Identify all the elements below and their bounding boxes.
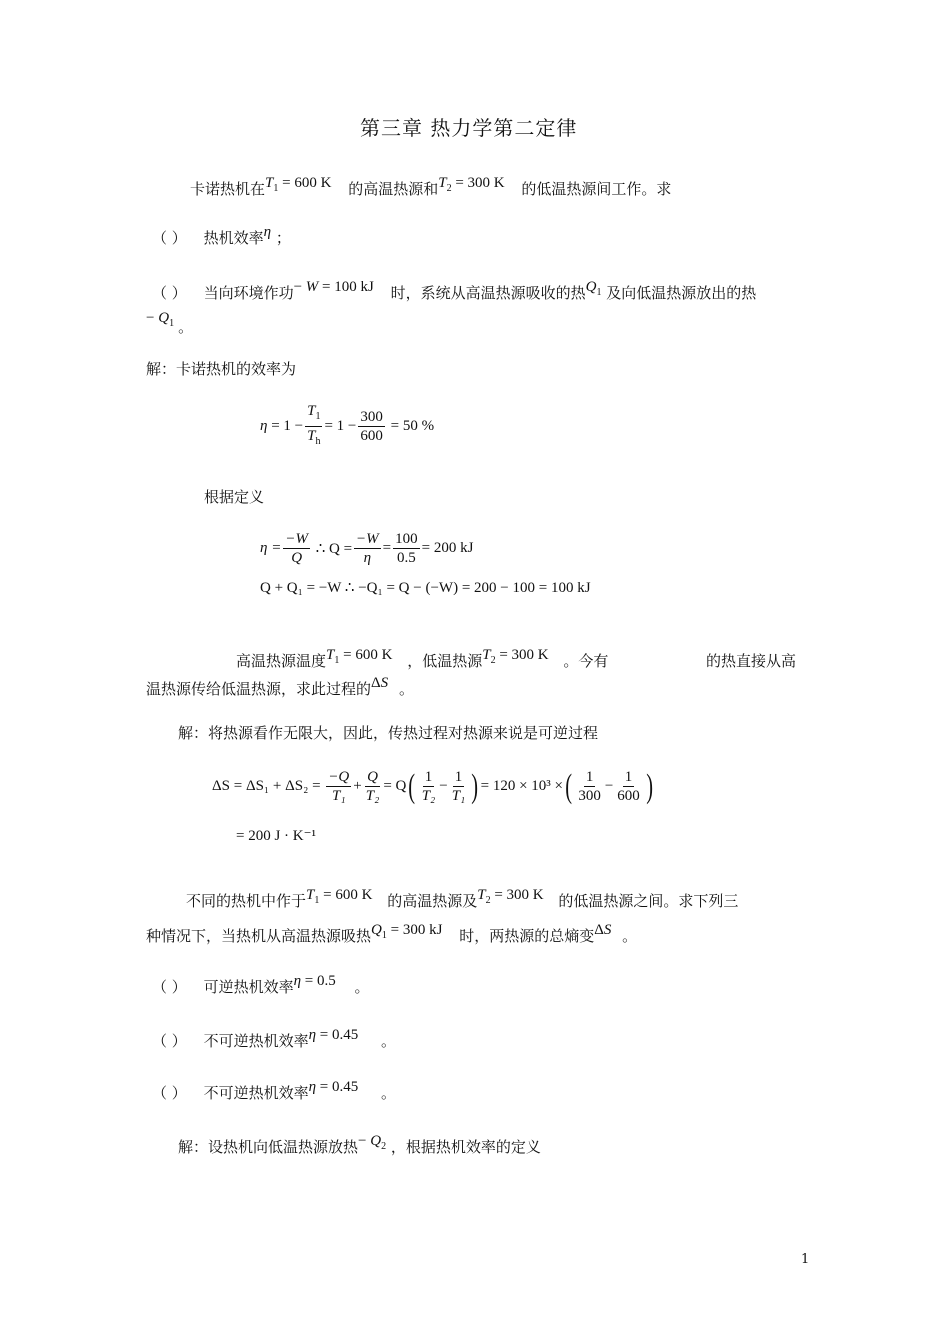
problem-2-line-1-end: 的热直接从高 — [706, 652, 797, 670]
case-1: （ ） 可逆热机效率η = 0.5 。 — [152, 973, 370, 996]
problem-3-line-2: 种情况下，当热机从高温热源吸热$Q_1 = 300$ kJ 时，两热源的总熵变ΔS 。 — [146, 922, 638, 945]
efficiency-equation: η = 1 − $\frac{T_1}{T_h}$ = 1 − $\frac{300}{600}$ = 50 % — [260, 403, 435, 447]
case-2: （ ） 不可逆热机效率η = 0.45 。 — [152, 1027, 397, 1050]
definition-label: 根据定义 — [204, 488, 265, 506]
question-1: （ ） 热机效率η ； — [152, 224, 291, 247]
problem-1-intro: 卡诺热机在$T_1 = 600$ K 的高温热源和$T_2 = 300$ K 的低温热源间工作。求 — [190, 175, 672, 198]
solution-3-intro: 解：设热机向低温热源放热− $Q_2$ ，根据热机效率的定义 — [178, 1133, 541, 1156]
page-title: 第三章 热力学第二定律 — [360, 116, 578, 140]
work-heat-equation: η = $\frac{-W}{Q}$ ∴ Q = $\frac{-W}{\eta}$ = $\frac{100}{0.5}$ = 200 kJ — [260, 531, 474, 566]
case-3: （ ） 不可逆热机效率η = 0.45 。 — [152, 1079, 397, 1102]
heat-balance-equation: Q + Q₁ = −W ∴ −Q₁ = Q − (−W) = 200 − 100 = 100 kJ — [260, 580, 591, 596]
page-number: 1 — [801, 1252, 810, 1267]
problem-2-line-1: 高温热源温度$T_1 = 600$ K ，低温热源$T_2 = 300$ K 。今有 — [236, 647, 609, 670]
entropy-equation: ΔS = ΔS₁ + ΔS₂ = $\frac{-Q}{\text{T₁}}$ + $\frac{Q}{\text{T₂}}$ = Q ( $\frac{1}{\text{T₂}}$ − $\frac{1}{\text{T₁}}$ ) = 120 × 10³ × ( $\frac{1}{300}$ − $\frac{1}{600}$ ) — [212, 767, 653, 805]
problem-3-line-1: 不同的热机中作于$T_1 = 600$ K 的高温热源及$T_2 = 300$ K 的低温热源之间。求下列三 — [186, 887, 739, 910]
entropy-result: = 200 J · K⁻¹ — [236, 828, 317, 844]
solution-1-intro: 解：卡诺热机的效率为 — [146, 360, 297, 378]
question-2-cont: − $Q_1$ 。 — [146, 310, 194, 336]
solution-2-intro: 解：将热源看作无限大，因此，传热过程对热源来说是可逆过程 — [178, 724, 599, 742]
problem-2-line-2: 温热源传给低温热源，求此过程的ΔS 。 — [146, 675, 414, 698]
question-2: （ ） 当向环境作功− W = 100 kJ 时，系统从高温热源吸收的热$Q_1$ 及向低温热源放出的热 — [152, 279, 757, 302]
